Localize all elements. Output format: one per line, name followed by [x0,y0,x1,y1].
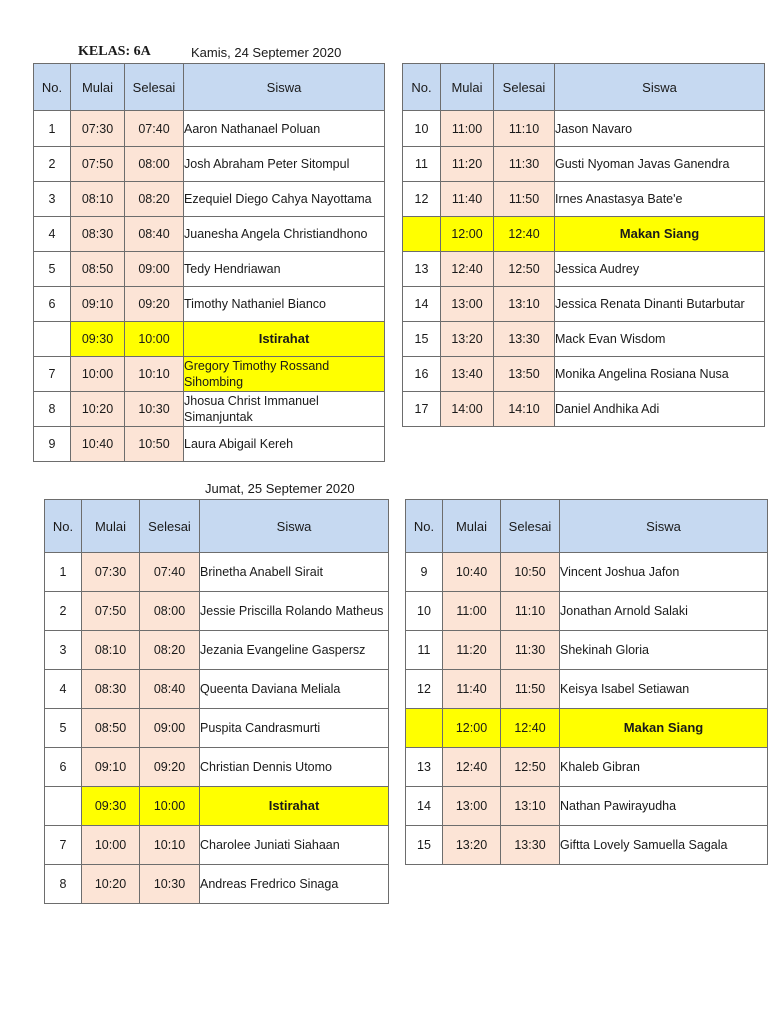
table-row [34,111,385,147]
row-student: Aaron Nathanael Poluan [184,111,385,147]
row-end: 08:40 [140,670,200,709]
row-no: 9 [34,427,71,462]
col-header-start: Mulai [443,500,501,553]
table-row [45,865,389,904]
row-start: 11:40 [443,670,501,709]
row-end: 10:50 [501,553,560,592]
row-student: Charolee Juniati Siahaan [200,826,389,865]
row-start: 08:50 [71,252,125,287]
row-start: 11:00 [443,592,501,631]
row-end: 10:00 [125,322,184,357]
table-row [403,392,765,427]
row-no: 7 [45,826,82,865]
row-no: 9 [406,553,443,592]
row-end: 07:40 [125,111,184,147]
row-start: 08:30 [71,217,125,252]
table-row [45,748,389,787]
row-start: 07:50 [82,592,140,631]
table-row [34,357,385,392]
row-start: 08:30 [82,670,140,709]
table-row [403,287,765,322]
row-start: 07:50 [71,147,125,182]
col-header-no: No. [406,500,443,553]
row-student: Shekinah Gloria [560,631,768,670]
row-student: Giftta Lovely Samuella Sagala [560,826,768,865]
col-header-start: Mulai [82,500,140,553]
row-start: 13:40 [441,357,494,392]
row-no: 10 [406,592,443,631]
table-row [406,748,768,787]
break-row [45,787,389,826]
row-start: 08:50 [82,709,140,748]
col-header-student: Siswa [555,64,765,111]
schedule-table-jumat-2 [405,499,768,865]
class-label: KELAS: 6A [78,44,151,59]
row-no: 5 [45,709,82,748]
row-no: 15 [403,322,441,357]
row-start: 14:00 [441,392,494,427]
row-start: 10:00 [82,826,140,865]
row-start: 10:00 [71,357,125,392]
row-start: 10:20 [82,865,140,904]
table-row [403,322,765,357]
row-student: Nathan Pawirayudha [560,787,768,826]
row-end: 14:10 [494,392,555,427]
row-end: 11:10 [501,592,560,631]
table-row [403,147,765,182]
row-student: Laura Abigail Kereh [184,427,385,462]
row-student: Vincent Joshua Jafon [560,553,768,592]
row-no: 11 [403,147,441,182]
row-student: Timothy Nathaniel Bianco [184,287,385,322]
row-start: 10:20 [71,392,125,427]
row-start: 13:00 [441,287,494,322]
table-row [45,631,389,670]
row-end: 07:40 [140,553,200,592]
break-label: Istirahat [184,322,385,357]
row-end: 12:40 [494,217,555,252]
row-no: 17 [403,392,441,427]
date-kamis: Kamis, 24 Septemer 2020 [191,45,342,60]
table-row [34,392,385,427]
row-no: 10 [403,111,441,147]
row-end: 13:50 [494,357,555,392]
row-start: 09:30 [82,787,140,826]
col-header-start: Mulai [441,64,494,111]
col-header-student: Siswa [560,500,768,553]
row-end: 11:50 [494,182,555,217]
row-no: 3 [34,182,71,217]
col-header-no: No. [45,500,82,553]
row-no [34,322,71,357]
table-row [403,182,765,217]
row-student: Jessie Priscilla Rolando Matheus [200,592,389,631]
row-start: 09:10 [71,287,125,322]
row-end: 08:00 [140,592,200,631]
row-end: 08:20 [125,182,184,217]
row-start: 11:20 [443,631,501,670]
break-row [403,217,765,252]
row-student: Andreas Fredrico Sinaga [200,865,389,904]
row-end: 10:00 [140,787,200,826]
row-start: 13:20 [441,322,494,357]
table-row [34,252,385,287]
row-no: 13 [403,252,441,287]
break-row [406,709,768,748]
row-no: 1 [34,111,71,147]
row-no: 2 [45,592,82,631]
row-end: 12:50 [501,748,560,787]
row-start: 13:00 [443,787,501,826]
table-row [403,252,765,287]
row-start: 11:20 [441,147,494,182]
col-header-end: Selesai [494,64,555,111]
row-student: Mack Evan Wisdom [555,322,765,357]
schedule-table-jumat-1 [44,499,389,904]
row-end: 12:40 [501,709,560,748]
row-student: Jessica Audrey [555,252,765,287]
row-end: 11:30 [501,631,560,670]
row-student: Puspita Candrasmurti [200,709,389,748]
table-row [406,826,768,865]
row-start: 08:10 [82,631,140,670]
table-row [403,357,765,392]
row-student: Jhosua Christ Immanuel Simanjuntak [184,392,385,427]
col-header-end: Selesai [125,64,184,111]
table-row [34,182,385,217]
row-student: Monika Angelina Rosiana Nusa [555,357,765,392]
row-end: 09:00 [140,709,200,748]
table-row [406,553,768,592]
row-no: 11 [406,631,443,670]
row-student: Gusti Nyoman Javas Ganendra [555,147,765,182]
row-end: 10:30 [125,392,184,427]
row-end: 10:10 [140,826,200,865]
row-start: 07:30 [82,553,140,592]
row-end: 10:10 [125,357,184,392]
row-start: 09:10 [82,748,140,787]
row-no [403,217,441,252]
break-row [34,322,385,357]
row-student: Brinetha Anabell Sirait [200,553,389,592]
row-end: 09:20 [140,748,200,787]
row-end: 08:00 [125,147,184,182]
row-end: 13:30 [501,826,560,865]
row-student: Irnes Anastasya Bate'e [555,182,765,217]
break-label: Istirahat [200,787,389,826]
row-student: Keisya Isabel Setiawan [560,670,768,709]
row-end: 13:30 [494,322,555,357]
row-start: 12:40 [441,252,494,287]
row-no: 14 [406,787,443,826]
row-student: Jezania Evangeline Gaspersz [200,631,389,670]
table-row [406,631,768,670]
table-row [34,287,385,322]
row-student: Jessica Renata Dinanti Butarbutar [555,287,765,322]
row-no [406,709,443,748]
col-header-start: Mulai [71,64,125,111]
row-no: 3 [45,631,82,670]
row-start: 07:30 [71,111,125,147]
table-row [45,670,389,709]
row-start: 12:40 [443,748,501,787]
date-jumat: Jumat, 25 Septemer 2020 [205,481,355,496]
row-start: 11:40 [441,182,494,217]
row-end: 10:50 [125,427,184,462]
col-header-no: No. [34,64,71,111]
row-no [45,787,82,826]
row-end: 12:50 [494,252,555,287]
row-no: 6 [34,287,71,322]
table-row [403,111,765,147]
row-no: 4 [45,670,82,709]
row-end: 09:00 [125,252,184,287]
row-no: 8 [45,865,82,904]
table-row [406,787,768,826]
row-start: 10:40 [71,427,125,462]
row-end: 08:20 [140,631,200,670]
row-end: 13:10 [501,787,560,826]
row-student: Juanesha Angela Christiandhono [184,217,385,252]
col-header-no: No. [403,64,441,111]
row-student: Khaleb Gibran [560,748,768,787]
row-no: 1 [45,553,82,592]
row-student: Christian Dennis Utomo [200,748,389,787]
schedule-table-kamis-2 [402,63,765,427]
row-no: 8 [34,392,71,427]
row-no: 12 [403,182,441,217]
break-label: Makan Siang [555,217,765,252]
row-end: 13:10 [494,287,555,322]
table-row [45,553,389,592]
row-start: 12:00 [443,709,501,748]
row-no: 12 [406,670,443,709]
table-row [45,709,389,748]
row-end: 11:50 [501,670,560,709]
row-start: 10:40 [443,553,501,592]
schedule-table-kamis-1 [33,63,385,462]
table-row [34,427,385,462]
row-no: 14 [403,287,441,322]
row-start: 09:30 [71,322,125,357]
table-row [34,217,385,252]
row-student: Jason Navaro [555,111,765,147]
col-header-end: Selesai [501,500,560,553]
table-row [406,592,768,631]
col-header-student: Siswa [200,500,389,553]
row-student: Ezequiel Diego Cahya Nayottama [184,182,385,217]
row-student: Tedy Hendriawan [184,252,385,287]
row-no: 15 [406,826,443,865]
row-start: 13:20 [443,826,501,865]
row-end: 11:30 [494,147,555,182]
row-start: 11:00 [441,111,494,147]
row-end: 09:20 [125,287,184,322]
col-header-student: Siswa [184,64,385,111]
row-no: 5 [34,252,71,287]
row-no: 7 [34,357,71,392]
row-no: 6 [45,748,82,787]
table-row [34,147,385,182]
row-start: 12:00 [441,217,494,252]
table-row [45,826,389,865]
col-header-end: Selesai [140,500,200,553]
table-row [406,670,768,709]
row-no: 4 [34,217,71,252]
row-student: Gregory Timothy Rossand Sihombing [184,357,385,392]
row-student: Jonathan Arnold Salaki [560,592,768,631]
row-no: 13 [406,748,443,787]
row-end: 08:40 [125,217,184,252]
row-end: 10:30 [140,865,200,904]
row-student: Daniel Andhika Adi [555,392,765,427]
row-start: 08:10 [71,182,125,217]
row-student: Queenta Daviana Meliala [200,670,389,709]
row-no: 2 [34,147,71,182]
row-student: Josh Abraham Peter Sitompul [184,147,385,182]
break-label: Makan Siang [560,709,768,748]
row-end: 11:10 [494,111,555,147]
table-row [45,592,389,631]
row-no: 16 [403,357,441,392]
